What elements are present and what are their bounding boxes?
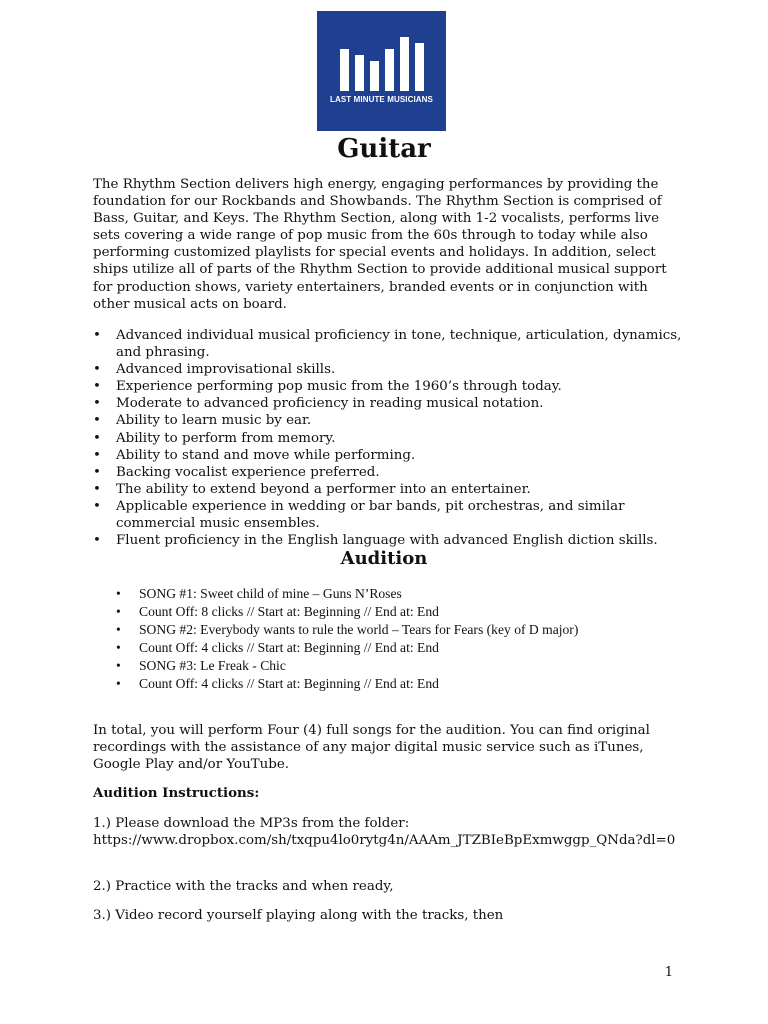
audition-instructions-heading: Audition Instructions: xyxy=(93,785,260,801)
song-item: • SONG #1: Sweet child of mine – Guns N’Roses xyxy=(116,585,706,603)
song-item: • SONG #3: Le Freak - Chic xyxy=(116,657,706,675)
page-number: 1 xyxy=(664,965,673,980)
requirement-item: • Backing vocalist experience preferred. xyxy=(93,464,683,481)
equalizer-bars-icon xyxy=(330,33,434,91)
company-logo xyxy=(317,11,446,131)
requirement-item: • Advanced improvisational skills. xyxy=(93,361,683,378)
page-title: Guitar xyxy=(337,134,431,164)
requirement-item: • The ability to extend beyond a performer into an entertainer. xyxy=(93,481,683,498)
audition-songs-list xyxy=(116,585,706,694)
song-item: • SONG #2: Everybody wants to rule the world – Tears for Fears (key of D major) xyxy=(116,621,706,639)
requirement-item: • Fluent proficiency in the English language with advanced English diction skills. xyxy=(93,532,683,549)
requirement-item: • Advanced individual musical proficiency in tone, technique, articulation, dynamics, and phrasing. xyxy=(93,327,683,361)
requirement-item: • Applicable experience in wedding or bar bands, pit orchestras, and similar commercial music ensembles. xyxy=(93,498,683,532)
requirement-item: • Ability to learn music by ear. xyxy=(93,412,683,429)
requirement-item: • Experience performing pop music from the 1960’s through today. xyxy=(93,378,683,395)
audition-heading: Audition xyxy=(340,548,428,569)
requirement-item: • Ability to perform from memory. xyxy=(93,430,683,447)
instruction-step-1-text: 1.) Please download the MP3s from the folder: xyxy=(93,816,410,831)
requirement-item: • Ability to stand and move while performing. xyxy=(93,447,683,464)
logo-text: LAST MINUTE MUSICIANS xyxy=(330,95,433,104)
intro-paragraph: The Rhythm Section delivers high energy, engaging performances by providing the foundation for our Rockbands and Showbands. The Rhythm Section is comprised of Bass, Guitar, and Keys. The Rhythm Section, along with 1-2 vocalists, performs live sets covering a wide range of pop music from the 60s through to today while also performing customized playlists for special events and holidays. In addition, select ships utilize all of parts of the Rhythm Section to provide additional musical support for production shows, variety entertainers, branded events or in conjunction with other musical acts on board. xyxy=(93,177,667,312)
dropbox-link[interactable]: https://www.dropbox.com/sh/txqpu4lo0rytg4n/AAAm_JTZBIeBpExmwggp_QNda?dl=0 xyxy=(93,833,676,849)
requirement-item: • Moderate to advanced proficiency in reading musical notation. xyxy=(93,395,683,412)
total-paragraph: In total, you will perform Four (4) full songs for the audition. You can find original recordings with the assistance of any major digital music service such as iTunes, Google Play and/or YouTube. xyxy=(93,723,650,773)
instruction-step-3: 3.) Video record yourself playing along with the tracks, then xyxy=(93,908,504,923)
song-item: • Count Off: 4 clicks // Start at: Beginning // End at: End xyxy=(116,675,706,693)
instruction-step-1 xyxy=(93,815,683,849)
song-item: • Count Off: 4 clicks // Start at: Beginning // End at: End xyxy=(116,639,706,657)
requirements-list xyxy=(93,327,683,549)
song-item: • Count Off: 8 clicks // Start at: Beginning // End at: End xyxy=(116,603,706,621)
instruction-step-2: 2.) Practice with the tracks and when ready, xyxy=(93,879,394,894)
